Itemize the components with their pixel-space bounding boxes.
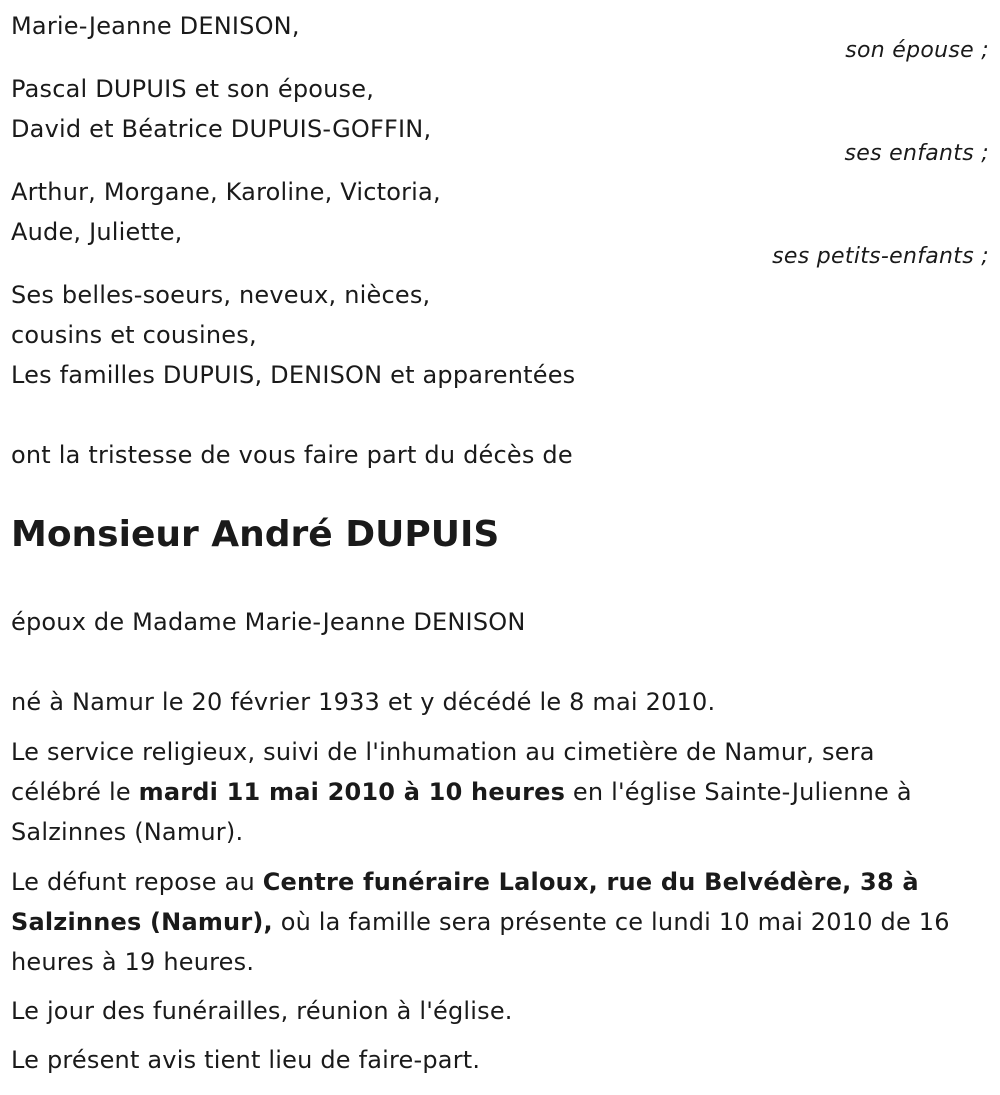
spouse-name: Marie-Jeanne DENISON, — [11, 12, 300, 40]
relative-line: Les familles DUPUIS, DENISON et apparentées — [11, 361, 576, 389]
service-text-before: Le service religieux, suivi de l'inhumation au cimetière de Namur, sera célébré le — [11, 738, 875, 806]
child-line: David et Béatrice DUPUIS-GOFFIN, — [11, 115, 432, 143]
relative-line: cousins et cousines, — [11, 321, 257, 349]
children-group — [11, 69, 989, 165]
service-text-after: en l'église Sainte-Julienne à Salzinnes (Namur). — [11, 778, 912, 846]
grandchild-line: Aude, Juliette, — [11, 218, 183, 246]
repose-paragraph — [11, 862, 971, 982]
grandchildren-group — [11, 172, 989, 268]
child-line: Pascal DUPUIS et son épouse, — [11, 75, 375, 103]
spouse-of-text: époux de Madame Marie-Jeanne DENISON — [11, 608, 526, 636]
deceased-name: Monsieur André DUPUIS — [11, 514, 500, 555]
relative-line: Ses belles-soeurs, neveux, nièces, — [11, 281, 431, 309]
repose-location: Centre funéraire Laloux, rue du Belvédère, 38 à Salzinnes (Namur), — [11, 868, 919, 936]
service-paragraph — [11, 732, 971, 852]
spouse-group — [11, 6, 989, 62]
spouse-role: son épouse ; — [845, 38, 989, 63]
service-date-time: mardi 11 mai 2010 à 10 heures — [138, 778, 566, 806]
announcement-text: ont la tristesse de vous faire part du décès de — [11, 441, 573, 469]
grandchildren-role: ses petits-enfants ; — [772, 244, 989, 269]
repose-text-before: Le défunt repose au — [11, 868, 263, 896]
children-role: ses enfants ; — [844, 141, 989, 166]
grandchild-line: Arthur, Morgane, Karoline, Victoria, — [11, 178, 441, 206]
repose-text-after: où la famille sera présente ce lundi 10 mai 2010 de 16 heures à 19 heures. — [11, 908, 950, 976]
notice-text: Le présent avis tient lieu de faire-part. — [11, 1046, 481, 1074]
meeting-text: Le jour des funérailles, réunion à l'église. — [11, 997, 513, 1025]
birth-death-text: né à Namur le 20 février 1933 et y décédé le 8 mai 2010. — [11, 688, 716, 716]
other-relatives-group — [11, 275, 989, 395]
